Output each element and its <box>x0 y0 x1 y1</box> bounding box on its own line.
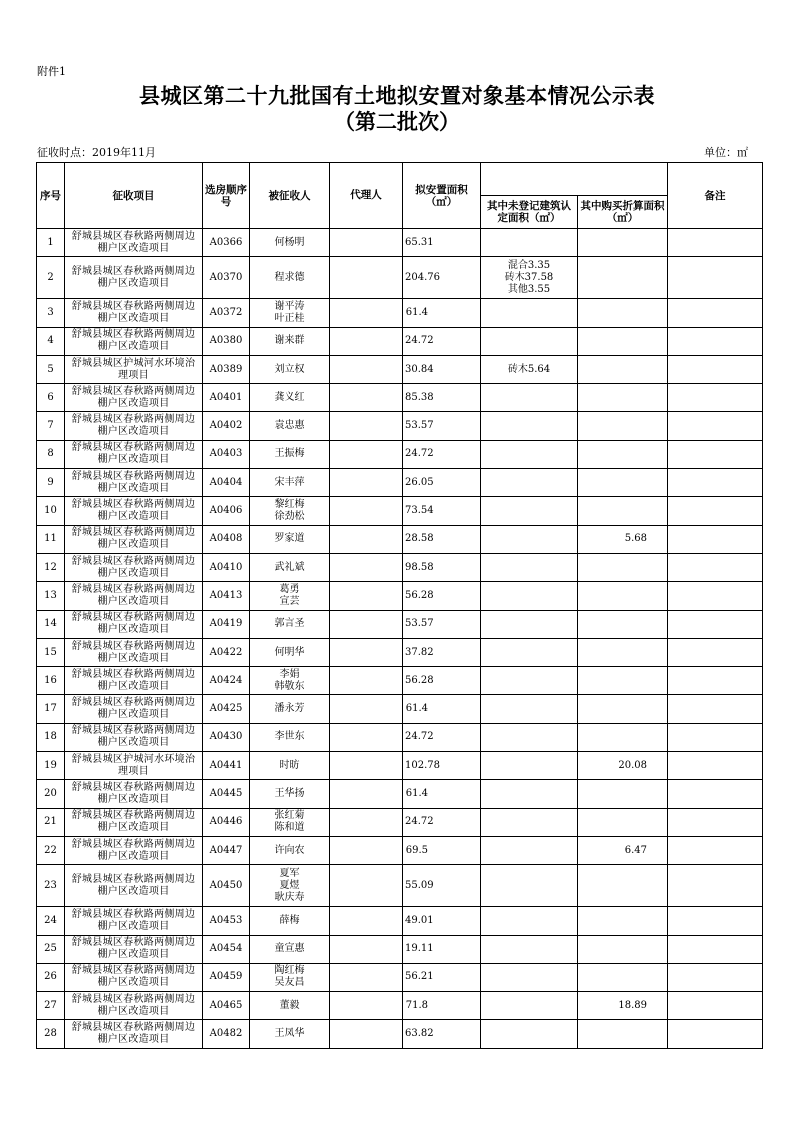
cell-agent <box>330 865 403 907</box>
cell-agent <box>330 935 403 963</box>
cell-agent <box>330 553 403 581</box>
table-row <box>37 963 763 991</box>
cell-seq: 17 <box>37 695 65 723</box>
cell-area: 65.31 <box>403 229 481 257</box>
cell-owner: 武礼斌 <box>250 553 330 581</box>
cell-area: 24.72 <box>403 723 481 751</box>
cell-purchase <box>578 865 668 907</box>
cell-agent <box>330 257 403 299</box>
cell-unregistered <box>481 1020 578 1048</box>
header-seq: 序号 <box>37 163 65 229</box>
cell-remark <box>668 865 763 907</box>
cell-owner: 谢来群 <box>250 327 330 355</box>
cell-remark <box>668 412 763 440</box>
cell-remark <box>668 667 763 695</box>
cell-house-no: A0410 <box>203 553 250 581</box>
cell-unregistered <box>481 440 578 468</box>
cell-unregistered <box>481 327 578 355</box>
cell-purchase <box>578 553 668 581</box>
cell-unregistered <box>481 992 578 1020</box>
cell-remark <box>668 327 763 355</box>
cell-owner: 薛梅 <box>250 907 330 935</box>
table-row <box>37 667 763 695</box>
cell-unregistered <box>481 865 578 907</box>
cell-remark <box>668 780 763 808</box>
cell-project: 舒城县城区春秋路两侧周边棚户区改造项目 <box>65 553 203 581</box>
cell-project: 舒城县城区护城河水环境治理项目 <box>65 355 203 383</box>
cell-seq: 13 <box>37 582 65 610</box>
cell-area: 73.54 <box>403 497 481 525</box>
cell-owner: 陶红梅 吴友昌 <box>250 963 330 991</box>
cell-house-no: A0380 <box>203 327 250 355</box>
cell-project: 舒城县城区春秋路两侧周边棚户区改造项目 <box>65 638 203 666</box>
cell-owner: 何杨明 <box>250 229 330 257</box>
table-row <box>37 229 763 257</box>
cell-area: 19.11 <box>403 935 481 963</box>
cell-seq: 10 <box>37 497 65 525</box>
cell-remark <box>668 229 763 257</box>
cell-owner: 袁忠惠 <box>250 412 330 440</box>
cell-agent <box>330 610 403 638</box>
cell-house-no: A0453 <box>203 907 250 935</box>
table-row <box>37 299 763 327</box>
cell-remark <box>668 836 763 864</box>
cell-remark <box>668 384 763 412</box>
cell-agent <box>330 327 403 355</box>
cell-agent <box>330 752 403 780</box>
cell-agent <box>330 808 403 836</box>
cell-remark <box>668 553 763 581</box>
cell-remark <box>668 935 763 963</box>
cell-unregistered <box>481 780 578 808</box>
cell-house-no: A0425 <box>203 695 250 723</box>
cell-project: 舒城县城区春秋路两侧周边棚户区改造项目 <box>65 497 203 525</box>
cell-owner: 程求德 <box>250 257 330 299</box>
cell-unregistered <box>481 963 578 991</box>
header-unregistered: 其中未登记建筑认定面积（㎡） <box>481 196 578 229</box>
cell-remark <box>668 723 763 751</box>
cell-seq: 21 <box>37 808 65 836</box>
cell-owner: 宋丰萍 <box>250 469 330 497</box>
cell-purchase <box>578 780 668 808</box>
cell-agent <box>330 497 403 525</box>
cell-seq: 12 <box>37 553 65 581</box>
cell-project: 舒城县城区春秋路两侧周边棚户区改造项目 <box>65 327 203 355</box>
cell-area: 102.78 <box>403 752 481 780</box>
cell-purchase <box>578 610 668 638</box>
table-row <box>37 582 763 610</box>
cell-seq: 23 <box>37 865 65 907</box>
cell-project: 舒城县城区春秋路两侧周边棚户区改造项目 <box>65 836 203 864</box>
cell-agent <box>330 412 403 440</box>
cell-project: 舒城县城区春秋路两侧周边棚户区改造项目 <box>65 695 203 723</box>
table-row <box>37 723 763 751</box>
cell-owner: 李世东 <box>250 723 330 751</box>
cell-project: 舒城县城区春秋路两侧周边棚户区改造项目 <box>65 412 203 440</box>
page-title: 县城区第二十九批国有土地拟安置对象基本情况公示表 <box>139 83 655 108</box>
cell-seq: 6 <box>37 384 65 412</box>
cell-project: 舒城县城区春秋路两侧周边棚户区改造项目 <box>65 582 203 610</box>
cell-agent <box>330 695 403 723</box>
cell-seq: 1 <box>37 229 65 257</box>
header-area: 拟安置面积（㎡） <box>403 163 481 229</box>
cell-purchase <box>578 582 668 610</box>
cell-project: 舒城县城区春秋路两侧周边棚户区改造项目 <box>65 667 203 695</box>
cell-agent <box>330 638 403 666</box>
cell-purchase <box>578 808 668 836</box>
cell-seq: 27 <box>37 992 65 1020</box>
cell-area: 61.4 <box>403 299 481 327</box>
table-row <box>37 836 763 864</box>
table-row <box>37 780 763 808</box>
cell-purchase: 18.89 <box>578 992 668 1020</box>
cell-owner: 潘永芳 <box>250 695 330 723</box>
cell-house-no: A0372 <box>203 299 250 327</box>
cell-unregistered <box>481 412 578 440</box>
table-row <box>37 412 763 440</box>
cell-seq: 22 <box>37 836 65 864</box>
table-row <box>37 610 763 638</box>
table-row <box>37 525 763 553</box>
cell-unregistered <box>481 695 578 723</box>
table-row <box>37 355 763 383</box>
cell-unregistered <box>481 907 578 935</box>
cell-agent <box>330 963 403 991</box>
cell-purchase <box>578 963 668 991</box>
table-row <box>37 257 763 299</box>
resettlement-table <box>36 162 763 1049</box>
cell-project: 舒城县城区春秋路两侧周边棚户区改造项目 <box>65 865 203 907</box>
cell-seq: 18 <box>37 723 65 751</box>
cell-area: 56.28 <box>403 667 481 695</box>
cell-remark <box>668 610 763 638</box>
cell-area: 37.82 <box>403 638 481 666</box>
cell-remark <box>668 752 763 780</box>
cell-house-no: A0450 <box>203 865 250 907</box>
cell-purchase <box>578 667 668 695</box>
cell-project: 舒城县城区春秋路两侧周边棚户区改造项目 <box>65 299 203 327</box>
cell-project: 舒城县城区护城河水环境治理项目 <box>65 752 203 780</box>
cell-remark <box>668 582 763 610</box>
cell-house-no: A0366 <box>203 229 250 257</box>
cell-area: 85.38 <box>403 384 481 412</box>
cell-purchase <box>578 695 668 723</box>
table-row <box>37 497 763 525</box>
cell-area: 24.72 <box>403 327 481 355</box>
cell-unregistered <box>481 808 578 836</box>
cell-area: 56.21 <box>403 963 481 991</box>
cell-remark <box>668 1020 763 1048</box>
cell-owner: 何明华 <box>250 638 330 666</box>
cell-remark <box>668 525 763 553</box>
cell-purchase: 20.08 <box>578 752 668 780</box>
table-row <box>37 469 763 497</box>
cell-house-no: A0446 <box>203 808 250 836</box>
cell-seq: 2 <box>37 257 65 299</box>
cell-project: 舒城县城区春秋路两侧周边棚户区改造项目 <box>65 992 203 1020</box>
cell-agent <box>330 780 403 808</box>
cell-purchase <box>578 469 668 497</box>
cell-owner: 张红菊 陈和道 <box>250 808 330 836</box>
cell-seq: 11 <box>37 525 65 553</box>
cell-owner: 龚义红 <box>250 384 330 412</box>
cell-remark <box>668 497 763 525</box>
header-owner: 被征收人 <box>250 163 330 229</box>
cell-house-no: A0482 <box>203 1020 250 1048</box>
cell-area: 98.58 <box>403 553 481 581</box>
cell-owner: 葛勇 宣芸 <box>250 582 330 610</box>
cell-unregistered <box>481 935 578 963</box>
cell-purchase: 6.47 <box>578 836 668 864</box>
cell-agent <box>330 440 403 468</box>
cell-unregistered <box>481 384 578 412</box>
cell-unregistered <box>481 667 578 695</box>
cell-seq: 3 <box>37 299 65 327</box>
cell-unregistered: 混合3.35 砖木37.58 其他3.55 <box>481 257 578 299</box>
table-row <box>37 752 763 780</box>
cell-unregistered <box>481 723 578 751</box>
page-subtitle: （第二批次） <box>334 109 460 134</box>
cell-area: 49.01 <box>403 907 481 935</box>
table-row <box>37 992 763 1020</box>
cell-seq: 5 <box>37 355 65 383</box>
header-house-no: 选房顺序号 <box>203 163 250 229</box>
cell-agent <box>330 836 403 864</box>
cell-house-no: A0422 <box>203 638 250 666</box>
cell-seq: 4 <box>37 327 65 355</box>
cell-purchase <box>578 1020 668 1048</box>
cell-seq: 25 <box>37 935 65 963</box>
cell-remark <box>668 963 763 991</box>
cell-area: 204.76 <box>403 257 481 299</box>
cell-owner: 夏军 夏煜 耿庆寿 <box>250 865 330 907</box>
cell-agent <box>330 582 403 610</box>
table-row <box>37 1020 763 1048</box>
cell-remark <box>668 355 763 383</box>
cell-area: 61.4 <box>403 695 481 723</box>
cell-unregistered <box>481 553 578 581</box>
cell-area: 69.5 <box>403 836 481 864</box>
table-row <box>37 440 763 468</box>
table-row <box>37 935 763 963</box>
cell-owner: 李娟 韩敬东 <box>250 667 330 695</box>
header-remark: 备注 <box>668 163 763 229</box>
cell-seq: 9 <box>37 469 65 497</box>
cell-area: 63.82 <box>403 1020 481 1048</box>
cell-house-no: A0406 <box>203 497 250 525</box>
cell-area: 30.84 <box>403 355 481 383</box>
cell-seq: 26 <box>37 963 65 991</box>
cell-house-no: A0424 <box>203 667 250 695</box>
cell-purchase <box>578 497 668 525</box>
unit-label: 单位：㎡ <box>704 146 748 159</box>
cell-project: 舒城县城区春秋路两侧周边棚户区改造项目 <box>65 525 203 553</box>
cell-unregistered <box>481 638 578 666</box>
cell-seq: 7 <box>37 412 65 440</box>
cell-agent <box>330 723 403 751</box>
cell-owner: 王振梅 <box>250 440 330 468</box>
cell-project: 舒城县城区春秋路两侧周边棚户区改造项目 <box>65 780 203 808</box>
cell-remark <box>668 992 763 1020</box>
cell-agent <box>330 355 403 383</box>
cell-seq: 16 <box>37 667 65 695</box>
table-row <box>37 553 763 581</box>
cell-purchase <box>578 412 668 440</box>
cell-remark <box>668 257 763 299</box>
cell-unregistered <box>481 610 578 638</box>
cell-seq: 24 <box>37 907 65 935</box>
cell-agent <box>330 667 403 695</box>
cell-remark <box>668 469 763 497</box>
cell-owner: 董毅 <box>250 992 330 1020</box>
cell-agent <box>330 299 403 327</box>
cell-agent <box>330 1020 403 1048</box>
cell-house-no: A0430 <box>203 723 250 751</box>
cell-remark <box>668 299 763 327</box>
cell-house-no: A0408 <box>203 525 250 553</box>
cell-area: 26.05 <box>403 469 481 497</box>
cell-purchase <box>578 440 668 468</box>
cell-owner: 黎红梅 徐劲松 <box>250 497 330 525</box>
cell-unregistered <box>481 525 578 553</box>
cell-unregistered: 砖木5.64 <box>481 355 578 383</box>
collection-time: 征收时点：2019年11月 <box>37 146 156 159</box>
header-agent: 代理人 <box>330 163 403 229</box>
cell-unregistered <box>481 299 578 327</box>
cell-agent <box>330 469 403 497</box>
cell-owner: 罗家道 <box>250 525 330 553</box>
cell-agent <box>330 907 403 935</box>
cell-area: 71.8 <box>403 992 481 1020</box>
cell-purchase <box>578 229 668 257</box>
cell-purchase <box>578 384 668 412</box>
cell-project: 舒城县城区春秋路两侧周边棚户区改造项目 <box>65 723 203 751</box>
cell-area: 53.57 <box>403 412 481 440</box>
cell-area: 56.28 <box>403 582 481 610</box>
cell-house-no: A0402 <box>203 412 250 440</box>
cell-project: 舒城县城区春秋路两侧周边棚户区改造项目 <box>65 907 203 935</box>
cell-remark <box>668 638 763 666</box>
cell-seq: 28 <box>37 1020 65 1048</box>
cell-owner: 童宣惠 <box>250 935 330 963</box>
cell-purchase <box>578 907 668 935</box>
cell-seq: 15 <box>37 638 65 666</box>
cell-unregistered <box>481 469 578 497</box>
cell-unregistered <box>481 497 578 525</box>
cell-owner: 郭言圣 <box>250 610 330 638</box>
table-row <box>37 384 763 412</box>
table-row <box>37 695 763 723</box>
cell-project: 舒城县城区春秋路两侧周边棚户区改造项目 <box>65 1020 203 1048</box>
cell-seq: 14 <box>37 610 65 638</box>
cell-remark <box>668 808 763 836</box>
cell-area: 24.72 <box>403 440 481 468</box>
cell-project: 舒城县城区春秋路两侧周边棚户区改造项目 <box>65 469 203 497</box>
table-row <box>37 638 763 666</box>
cell-remark <box>668 907 763 935</box>
cell-seq: 20 <box>37 780 65 808</box>
header-sub-group <box>481 163 668 196</box>
cell-owner: 王凤华 <box>250 1020 330 1048</box>
cell-owner: 谢平涛 叶正桂 <box>250 299 330 327</box>
cell-owner: 刘立权 <box>250 355 330 383</box>
cell-area: 24.72 <box>403 808 481 836</box>
cell-area: 55.09 <box>403 865 481 907</box>
cell-purchase <box>578 257 668 299</box>
table-row <box>37 907 763 935</box>
cell-project: 舒城县城区春秋路两侧周边棚户区改造项目 <box>65 935 203 963</box>
cell-seq: 8 <box>37 440 65 468</box>
cell-purchase <box>578 723 668 751</box>
cell-house-no: A0459 <box>203 963 250 991</box>
cell-unregistered <box>481 836 578 864</box>
cell-house-no: A0447 <box>203 836 250 864</box>
cell-area: 61.4 <box>403 780 481 808</box>
cell-owner: 时昉 <box>250 752 330 780</box>
cell-house-no: A0413 <box>203 582 250 610</box>
cell-project: 舒城县城区春秋路两侧周边棚户区改造项目 <box>65 229 203 257</box>
cell-agent <box>330 384 403 412</box>
cell-project: 舒城县城区春秋路两侧周边棚户区改造项目 <box>65 610 203 638</box>
cell-house-no: A0445 <box>203 780 250 808</box>
cell-agent <box>330 229 403 257</box>
cell-seq: 19 <box>37 752 65 780</box>
cell-agent <box>330 992 403 1020</box>
cell-project: 舒城县城区春秋路两侧周边棚户区改造项目 <box>65 808 203 836</box>
cell-owner: 许向农 <box>250 836 330 864</box>
cell-project: 舒城县城区春秋路两侧周边棚户区改造项目 <box>65 440 203 468</box>
cell-area: 53.57 <box>403 610 481 638</box>
cell-house-no: A0465 <box>203 992 250 1020</box>
cell-purchase <box>578 935 668 963</box>
cell-house-no: A0370 <box>203 257 250 299</box>
cell-house-no: A0404 <box>203 469 250 497</box>
header-purchase: 其中购买折算面积（㎡） <box>578 196 668 229</box>
cell-house-no: A0419 <box>203 610 250 638</box>
cell-project: 舒城县城区春秋路两侧周边棚户区改造项目 <box>65 257 203 299</box>
cell-owner: 王华扬 <box>250 780 330 808</box>
cell-unregistered <box>481 229 578 257</box>
table-row <box>37 865 763 907</box>
cell-purchase <box>578 327 668 355</box>
cell-remark <box>668 440 763 468</box>
cell-purchase: 5.68 <box>578 525 668 553</box>
cell-house-no: A0403 <box>203 440 250 468</box>
cell-area: 28.58 <box>403 525 481 553</box>
cell-purchase <box>578 355 668 383</box>
attachment-label: 附件1 <box>37 65 66 78</box>
cell-unregistered <box>481 582 578 610</box>
cell-unregistered <box>481 752 578 780</box>
cell-purchase <box>578 638 668 666</box>
cell-purchase <box>578 299 668 327</box>
cell-house-no: A0441 <box>203 752 250 780</box>
table-row <box>37 327 763 355</box>
table-row <box>37 808 763 836</box>
cell-remark <box>668 695 763 723</box>
cell-house-no: A0401 <box>203 384 250 412</box>
cell-house-no: A0389 <box>203 355 250 383</box>
cell-agent <box>330 525 403 553</box>
cell-project: 舒城县城区春秋路两侧周边棚户区改造项目 <box>65 963 203 991</box>
header-project: 征收项目 <box>65 163 203 229</box>
cell-house-no: A0454 <box>203 935 250 963</box>
cell-project: 舒城县城区春秋路两侧周边棚户区改造项目 <box>65 384 203 412</box>
